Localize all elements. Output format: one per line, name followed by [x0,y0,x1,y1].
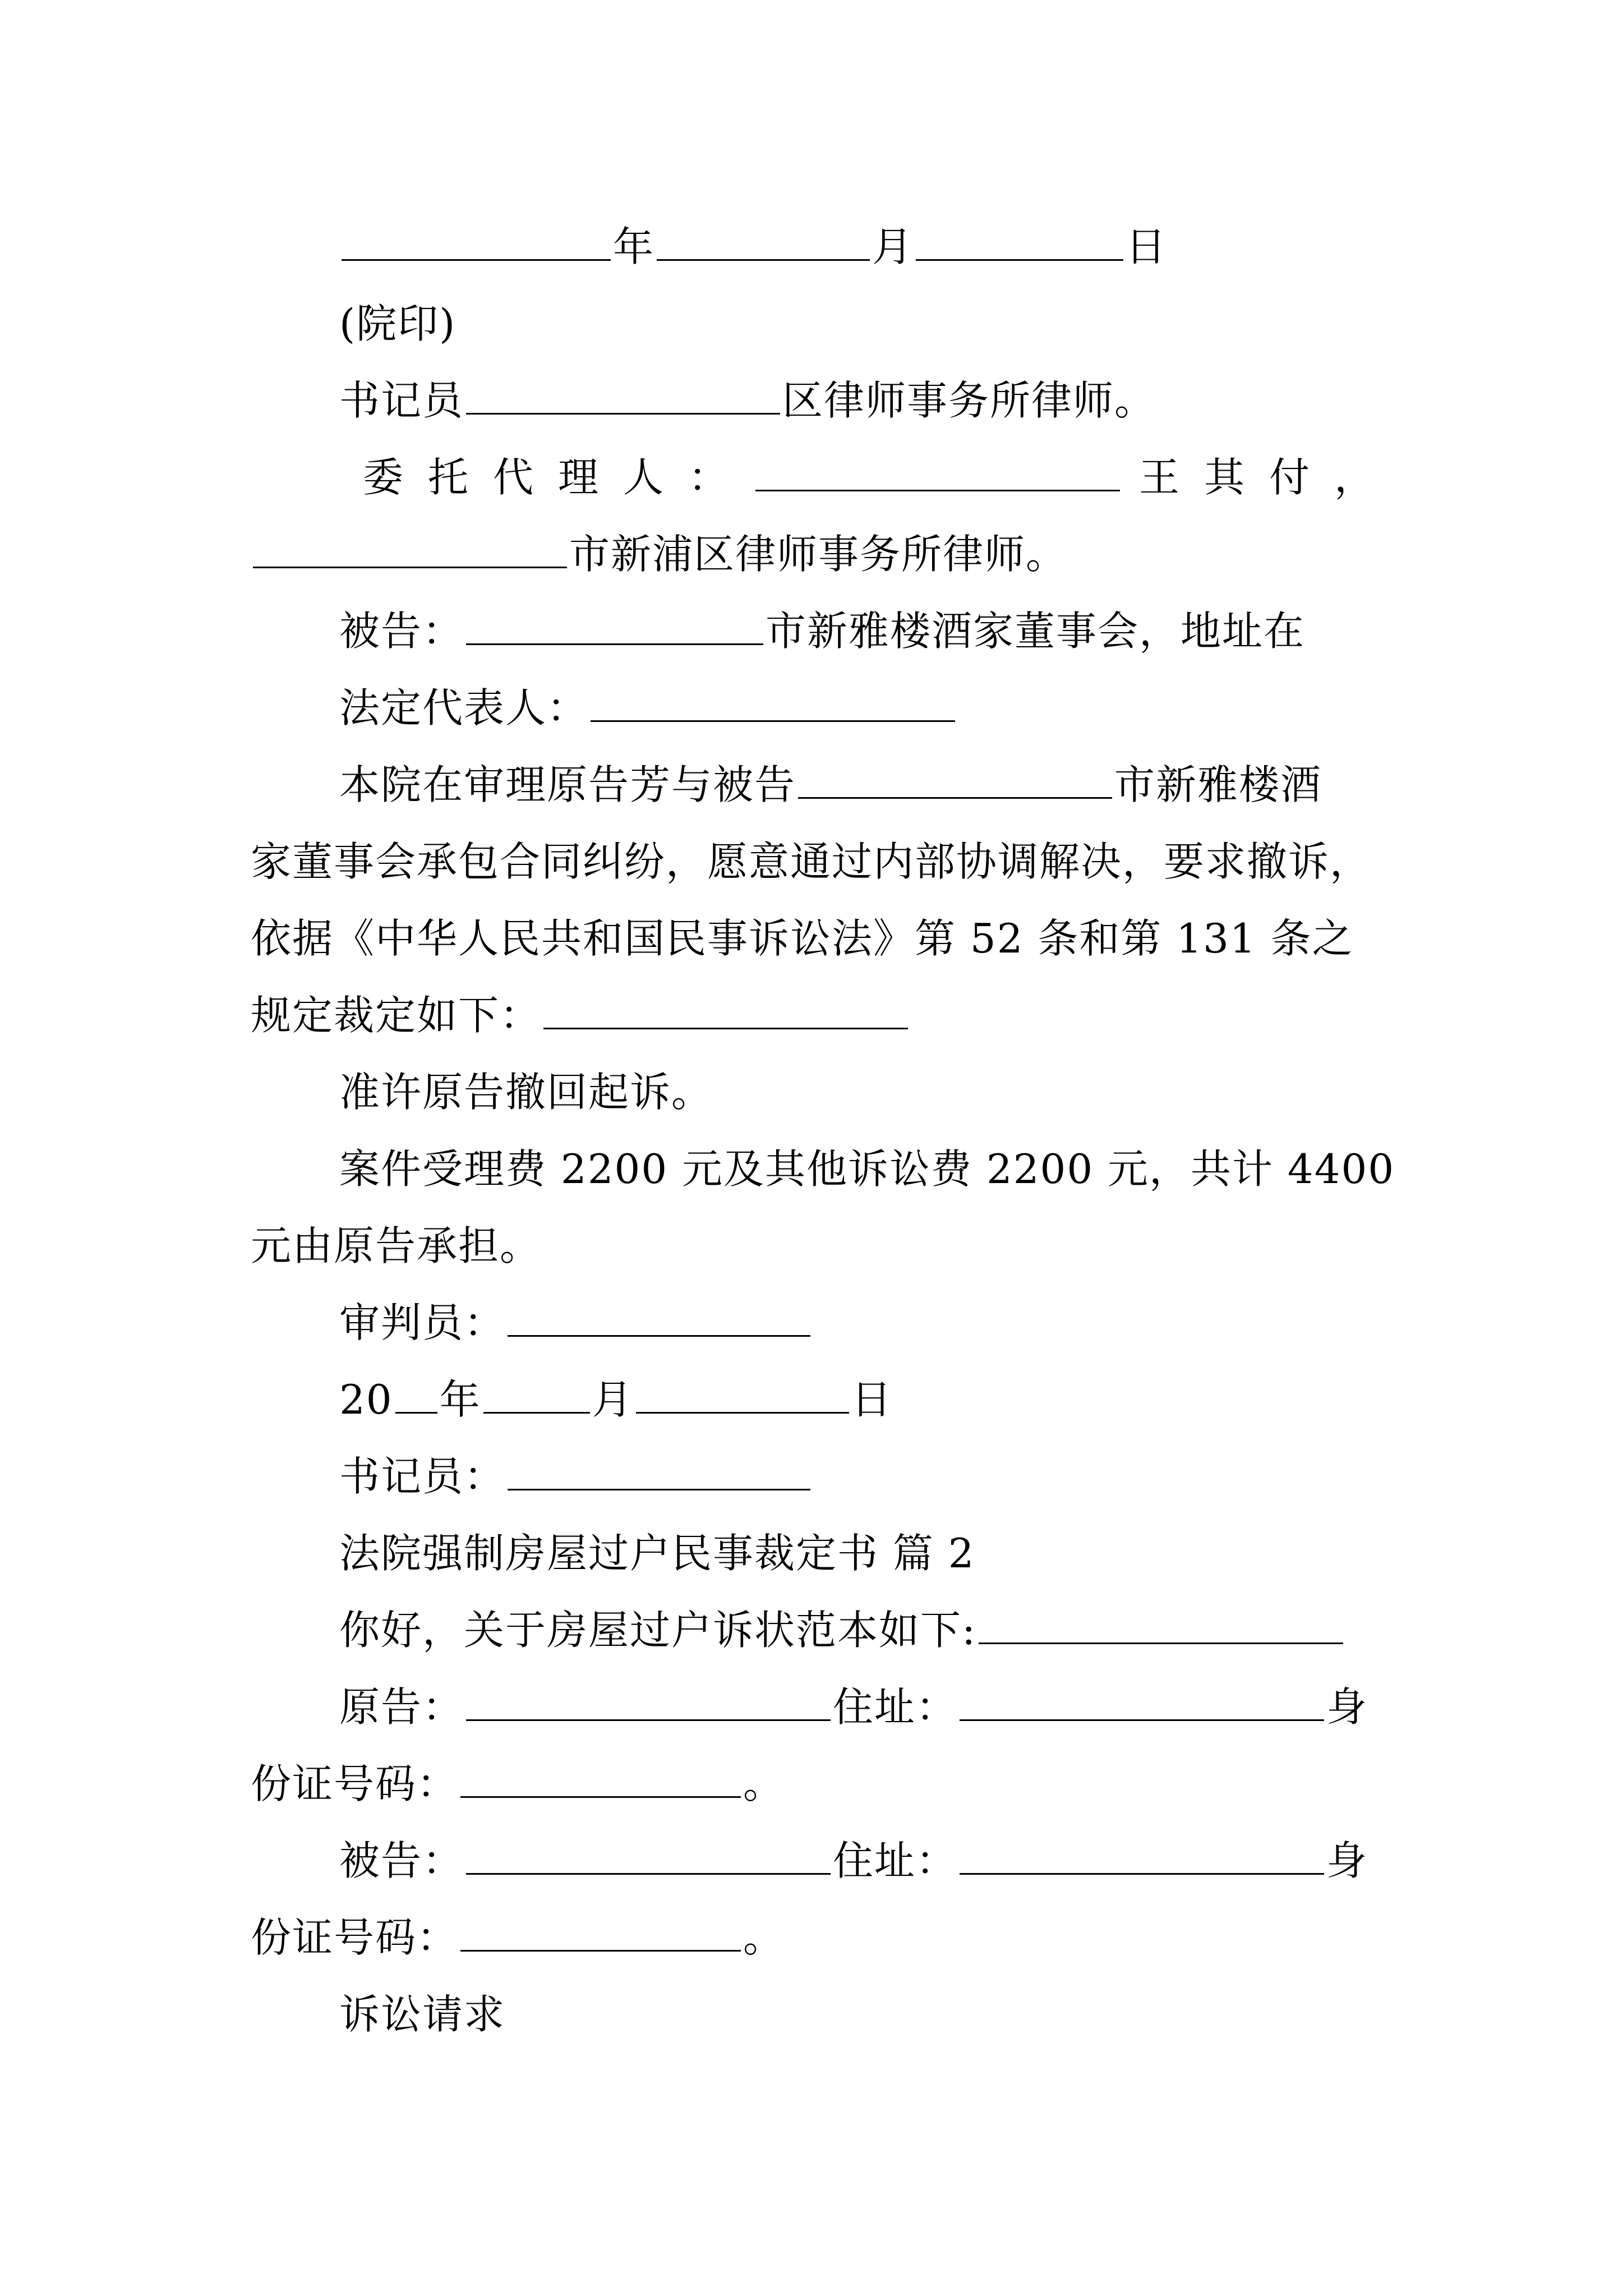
agent-blank[interactable] [755,450,1120,491]
clerk-label-2: 书记员： [339,1453,506,1500]
body-line-1 [251,747,1389,823]
greeting-line [251,1592,1389,1669]
body-text-suffix: 市新雅楼酒 [1114,761,1322,808]
plaintiff-id-line [251,1746,1389,1823]
body-text: 本院在审理原告芳与被告 [339,761,796,808]
clerk-blank-2[interactable] [508,1450,810,1490]
ruling-blank[interactable] [543,988,908,1029]
plaintiff-address-blank[interactable] [960,1680,1324,1721]
clerk-firm-line [251,362,1389,439]
defendant-line [251,593,1389,670]
plaintiff-id-blank[interactable] [460,1757,741,1798]
ruling-line: 准许原告撤回起诉。 [339,1069,713,1116]
month-blank-2[interactable] [483,1373,590,1414]
defendant2-id-end: 。 [743,1914,785,1961]
defendant2-line [251,1823,1389,1899]
defendant2-label: 被告： [339,1837,464,1884]
defendant2-address-blank[interactable] [960,1834,1324,1875]
defendant-blank[interactable] [466,604,763,645]
date-line [251,209,1389,286]
defendant2-id-label: 份证号码： [251,1914,459,1961]
section-heading: 法院强制房屋过户民事裁定书 篇 2 [339,1530,975,1577]
document-page [251,209,1400,2053]
day-blank-2[interactable] [636,1373,849,1414]
defendant2-id-start: 身 [1326,1837,1368,1884]
ruling-intro: 规定裁定如下： [251,992,542,1039]
legal-rep-blank[interactable] [591,681,955,722]
claims-heading: 诉讼请求 [339,1991,506,2038]
plaintiff-id-start: 身 [1326,1683,1368,1731]
fees-line-1: 案件受理费 2200 元及其他诉讼费 2200 元，共计 4400 [339,1145,1395,1193]
defendant2-id-blank[interactable] [460,1911,741,1952]
agent-firm-line [251,516,1389,593]
month-label: 月 [872,223,914,270]
plaintiff-line [251,1669,1389,1746]
defendant2-address-label: 住址： [833,1837,958,1884]
body-line-4 [251,977,1389,1054]
agent-label: 委托代理人： [363,454,754,501]
judge-line [251,1285,1389,1361]
clerk-line-2 [251,1438,1389,1515]
body-line-3: 依据《中华人民共和国民事诉讼法》第 52 条和第 131 条之 [251,915,1354,962]
plaintiff-id-label: 份证号码： [251,1760,459,1807]
body-line-2: 家董事会承包合同纠纷，愿意通过内部协调解决，要求撤诉， [251,838,1372,885]
agent-line [251,439,1400,516]
agent-name: 王其付， [1139,454,1400,501]
agent-firm-blank[interactable] [253,527,567,568]
year-label-2: 年 [439,1376,481,1423]
defendant-label: 被告： [339,608,464,655]
day-label-2: 日 [851,1376,893,1423]
legal-rep-line [251,670,1389,747]
judge-blank[interactable] [508,1296,810,1337]
seal-line: (院印) [339,300,457,347]
year-blank-2[interactable] [395,1373,437,1414]
clerk-firm-text: 区律师事务所律师。 [782,377,1156,424]
date-line-2 [251,1361,1389,1438]
plaintiff-label: 原告： [339,1683,464,1731]
body-blank[interactable] [798,758,1112,799]
year-blank[interactable] [342,220,611,261]
plaintiff-address-label: 住址： [833,1683,958,1731]
clerk-label: 书记员 [339,377,464,424]
fees-line-2: 元由原告承担。 [251,1222,542,1269]
day-label: 日 [1126,223,1168,270]
defendant-text: 市新雅楼酒家董事会，地址在 [766,608,1306,655]
month-blank[interactable] [657,220,870,261]
plaintiff-name-blank[interactable] [466,1680,831,1721]
judge-label: 审判员： [339,1299,506,1346]
legal-rep-label: 法定代表人： [339,684,589,731]
defendant2-id-line [251,1899,1389,1976]
greeting-blank[interactable] [979,1603,1343,1644]
agent-firm-text: 市新浦区律师事务所律师。 [569,531,1068,578]
day-blank[interactable] [916,220,1123,261]
plaintiff-id-end: 。 [743,1760,785,1807]
month-label-2: 月 [592,1376,634,1423]
year-prefix: 20 [339,1376,393,1423]
greeting-text: 你好，关于房屋过户诉状范本如下: [339,1607,977,1654]
year-label: 年 [613,223,655,270]
defendant2-name-blank[interactable] [466,1834,831,1875]
clerk-blank[interactable] [466,374,780,415]
